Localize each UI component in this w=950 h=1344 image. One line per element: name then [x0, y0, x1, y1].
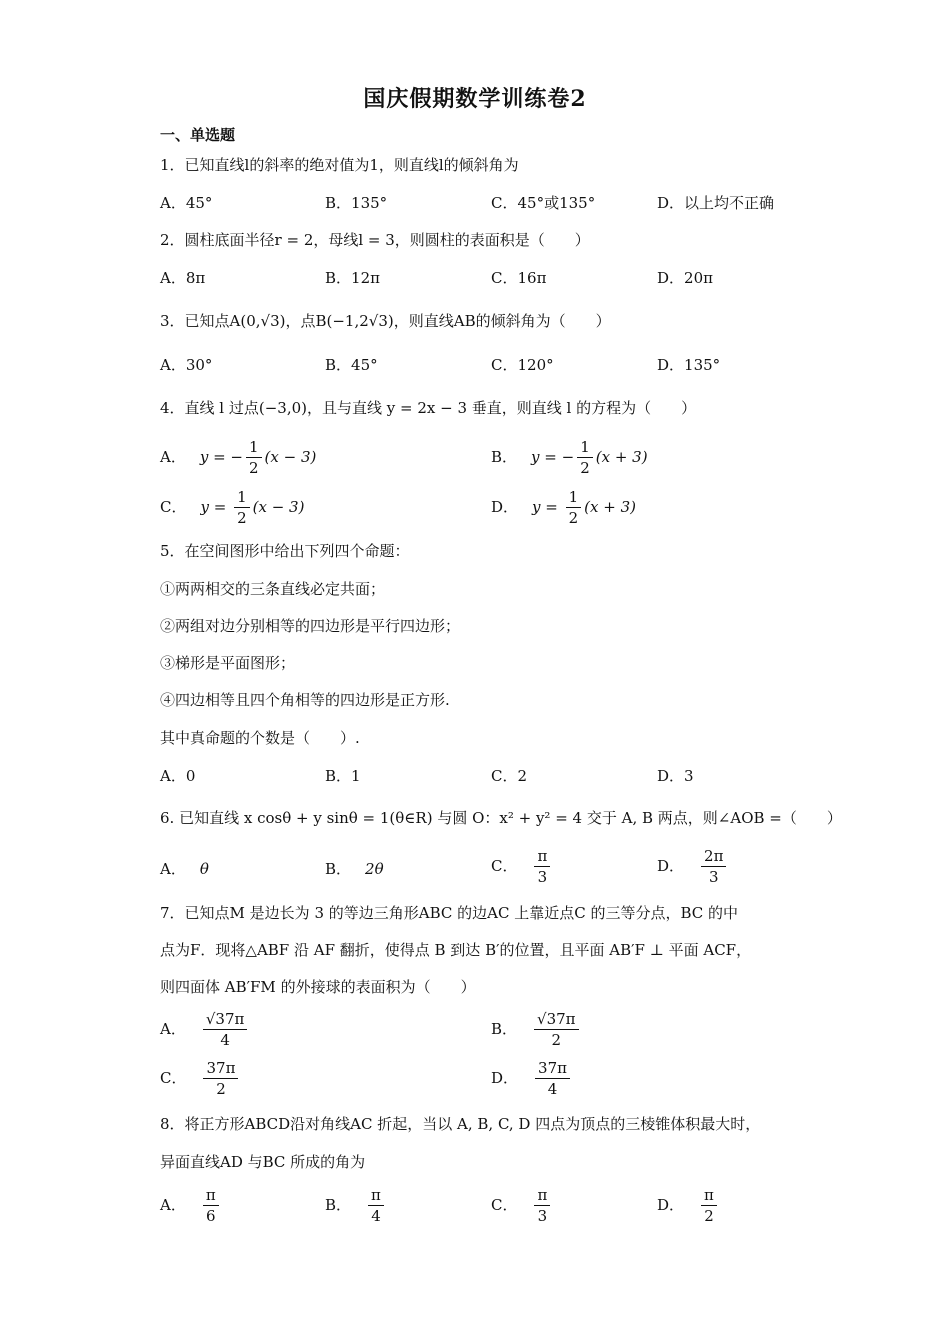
page-title: 国庆假期数学训练卷2: [363, 86, 587, 112]
q4-option-d[interactable]: D． y = $\frac{1}{2}$ (x + 3): [491, 488, 636, 527]
fraction: $\frac{\pi}{4}$: [368, 1188, 384, 1224]
q8-stem-line-2: 异面直线AD 与BC 所成的角为: [160, 1153, 366, 1171]
q7-stem-line-1: 7．已知点M 是边长为 3 的等边三角形ABC 的边AC 上靠近点C 的三等分点，BC 的中: [160, 904, 739, 922]
q1-option-d[interactable]: D．以上均不正确: [657, 194, 775, 212]
option-label: A．: [160, 448, 186, 466]
q7-stem-line-2: 点为F．现将△ABF 沿 AF 翻折，使得点 B 到达 B′的位置，且平面 AB′F ⊥ 平面 ACF，: [160, 941, 752, 959]
q7-option-d[interactable]: D． $\frac{37\pi}{4}$: [491, 1061, 573, 1097]
q8-option-c[interactable]: C． $\frac{\pi}{3}$: [491, 1188, 553, 1224]
q2-option-c[interactable]: C．16π: [491, 269, 547, 287]
q6-stem: 6. 已知直线 x cosθ + y sinθ = 1(θ∈R) 与圆 O：x² + y² = 4 交于 A, B 两点，则∠AOB =（ ）: [160, 809, 842, 827]
option-label: D．: [491, 498, 519, 516]
q5-option-d[interactable]: D．3: [657, 767, 694, 785]
q4-option-b[interactable]: B． y = − $\frac{1}{2}$ (x + 3): [491, 438, 648, 477]
q5-proposition-1: ①两两相交的三条直线必定共面；: [160, 580, 386, 598]
fraction: $\frac{37\pi}{2}$: [203, 1061, 238, 1097]
fraction: $\frac{√37\pi}{4}$: [203, 1012, 248, 1048]
q5-proposition-4: ④四边相等且四个角相等的四边形是正方形.: [160, 691, 450, 709]
q3-option-a[interactable]: A．30°: [160, 356, 213, 374]
q1-option-c[interactable]: C．45°或135°: [491, 194, 596, 212]
q3-option-b[interactable]: B．45°: [325, 356, 378, 374]
fraction: $\frac{\pi}{3}$: [534, 849, 550, 885]
q5-question: 其中真命题的个数是（ ）.: [160, 729, 360, 747]
q8-option-b[interactable]: B． $\frac{\pi}{4}$: [325, 1188, 387, 1224]
q5-proposition-2: ②两组对边分别相等的四边形是平行四边形；: [160, 617, 461, 635]
q5-stem: 5．在空间图形中给出下列四个命题：: [160, 542, 410, 560]
q4-option-a[interactable]: A． y = − $\frac{1}{2}$ (x − 3): [160, 438, 317, 477]
q7-option-a[interactable]: A． $\frac{√37\pi}{4}$: [160, 1012, 250, 1048]
fraction: $\frac{\pi}{6}$: [203, 1188, 219, 1224]
q1-stem: 1．已知直线l的斜率的绝对值为1，则直线l的倾斜角为: [160, 156, 519, 174]
q7-option-b[interactable]: B． $\frac{√37\pi}{2}$: [491, 1012, 582, 1048]
option-label: B．: [491, 448, 518, 466]
fraction: $\frac{2\pi}{3}$: [701, 849, 726, 885]
q7-option-c[interactable]: C． $\frac{37\pi}{2}$: [160, 1061, 241, 1097]
section-heading: 一、单选题: [160, 126, 236, 144]
q2-stem: 2．圆柱底面半径r = 2，母线l = 3，则圆柱的表面积是（ ）: [160, 231, 590, 249]
q3-option-c[interactable]: C．120°: [491, 356, 554, 374]
fraction: $\frac{1}{2}$: [246, 440, 262, 476]
fraction: $\frac{√37\pi}{2}$: [534, 1012, 579, 1048]
q5-option-c[interactable]: C．2: [491, 767, 528, 785]
q6-option-b[interactable]: B． 2θ: [325, 860, 384, 878]
q3-stem: 3．已知点A(0,√3)，点B(−1,2√3)，则直线AB的倾斜角为（ ）: [160, 312, 611, 330]
q5-option-b[interactable]: B．1: [325, 767, 361, 785]
q8-option-a[interactable]: A． $\frac{\pi}{6}$: [160, 1188, 222, 1224]
q7-stem-line-3: 则四面体 AB′FM 的外接球的表面积为（ ）: [160, 978, 476, 996]
q1-option-b[interactable]: B．135°: [325, 194, 388, 212]
q4-stem: 4．直线 l 过点(−3,0)，且与直线 y = 2x − 3 垂直，则直线 l 的方程为（ ）: [160, 399, 697, 417]
fraction: $\frac{1}{2}$: [577, 440, 593, 476]
q5-proposition-3: ③梯形是平面图形；: [160, 654, 296, 672]
fraction: $\frac{37\pi}{4}$: [535, 1061, 570, 1097]
fraction: $\frac{1}{2}$: [234, 490, 250, 526]
q1-option-a[interactable]: A．45°: [160, 194, 213, 212]
q2-option-b[interactable]: B．12π: [325, 269, 380, 287]
q6-option-d[interactable]: D． $\frac{2\pi}{3}$: [657, 849, 729, 885]
q8-option-d[interactable]: D． $\frac{\pi}{2}$: [657, 1188, 720, 1224]
q3-option-d[interactable]: D．135°: [657, 356, 721, 374]
q2-option-d[interactable]: D．20π: [657, 269, 713, 287]
fraction: $\frac{1}{2}$: [566, 490, 582, 526]
fraction: $\frac{\pi}{3}$: [534, 1188, 550, 1224]
q4-option-c[interactable]: C． y = $\frac{1}{2}$ (x − 3): [160, 488, 305, 527]
fraction: $\frac{\pi}{2}$: [701, 1188, 717, 1224]
q2-option-a[interactable]: A．8π: [160, 269, 206, 287]
q6-option-a[interactable]: A． θ: [160, 860, 209, 878]
option-label: C．: [160, 498, 187, 516]
q6-option-c[interactable]: C． $\frac{\pi}{3}$: [491, 849, 553, 885]
q5-option-a[interactable]: A．0: [160, 767, 196, 785]
q8-stem-line-1: 8．将正方形ABCD沿对角线AC 折起，当以 A, B, C, D 四点为顶点的三棱锥体积最大时，: [160, 1115, 761, 1133]
